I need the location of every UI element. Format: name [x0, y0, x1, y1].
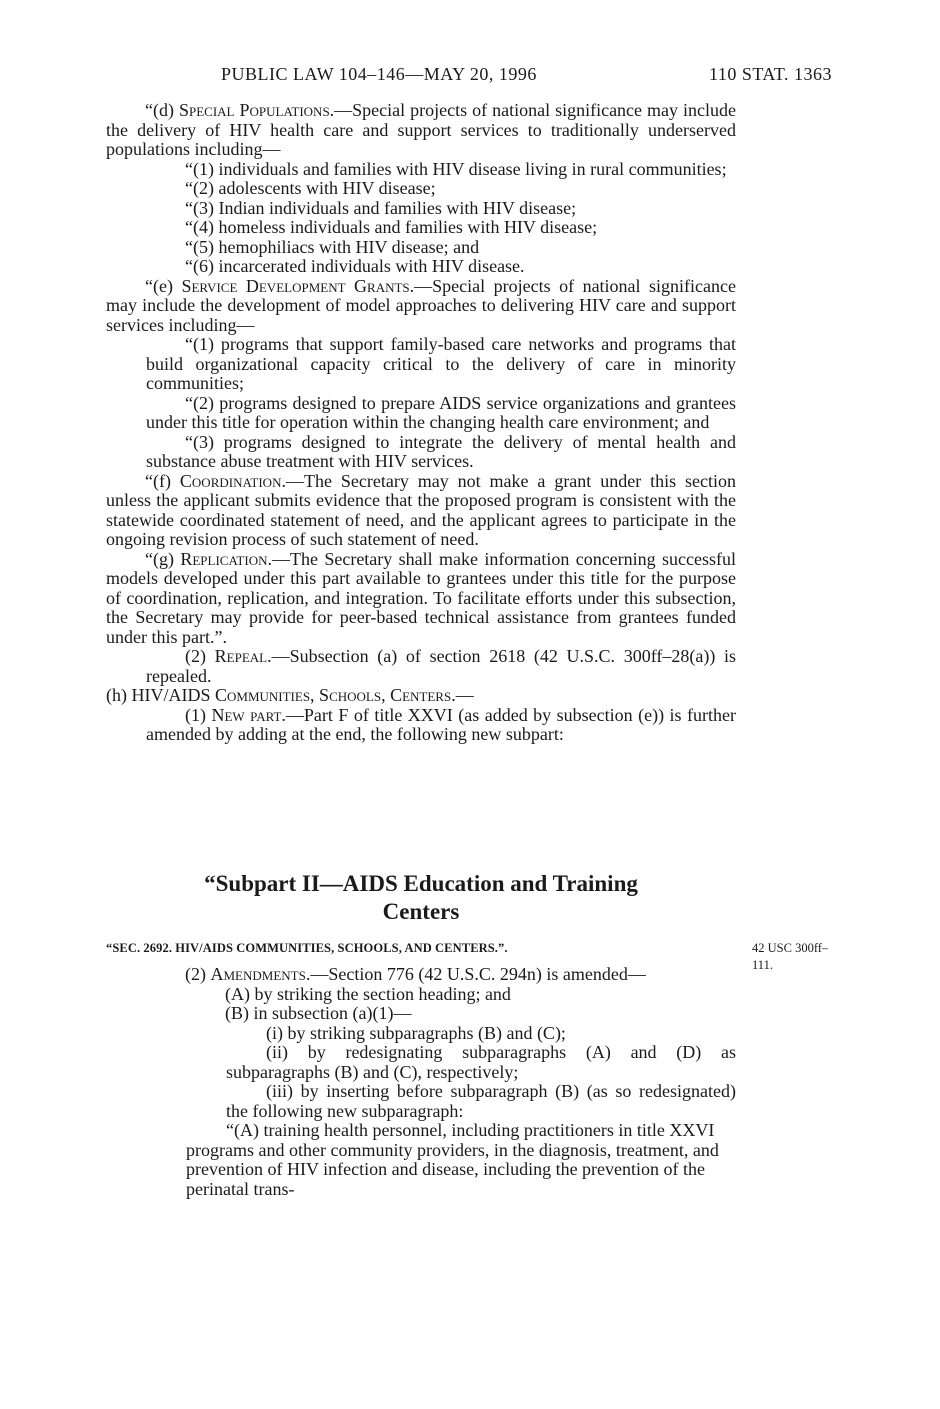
subpart-heading-line1: “Subpart II—AIDS Education and Training: [204, 871, 638, 896]
subpart-heading-line2: Centers: [382, 899, 460, 924]
list-item-a: (A) by striking the section heading; and: [225, 983, 511, 1004]
paragraph-f-lead: “(f): [145, 470, 171, 491]
list-item-b: (B) in subsection (a)(1)—: [225, 1003, 412, 1023]
running-header-right: 110 STAT. 1363: [709, 64, 833, 84]
list-item-d5: “(5) hemophiliacs with HIV disease; and: [185, 236, 480, 257]
margin-citation-line1: 42 USC 300ff–: [752, 941, 829, 955]
paragraph-f-text: .—The Secretary may not make a grant under this section unless the applicant submits evidence that the proposed program is consistent with the statewide coordinated statement of need, and the applicant agrees to participate in the ongoing revision process of such statement of need.: [106, 470, 737, 549]
list-item-e3: “(3) programs designed to integrate the delivery of mental health and substance abuse treatment with HIV services.: [146, 431, 736, 471]
paragraph-new-part-title: New part: [211, 704, 282, 725]
margin-citation: [752, 940, 862, 974]
list-item-e2: “(2) programs designed to prepare AIDS service organizations and grantees under this title for operation within the changing health care environment; and: [146, 392, 736, 432]
amendments-text-block: [106, 965, 736, 1199]
paragraph-amendments-title: Amendments: [210, 964, 306, 984]
paragraph-new-part-text: .—Part F of title XXVI (as added by subsection (e)) is further amended by adding at the end, the following new subpart:: [146, 704, 736, 744]
paragraph-new-part-lead: (1): [185, 704, 206, 725]
paragraph-h-title: HIV/AIDS Communities, Schools, Centers: [131, 685, 452, 705]
subpart-heading: [106, 870, 736, 926]
paragraph-g-lead: “(g): [145, 548, 174, 569]
paragraph-g-title: Replication: [180, 548, 268, 569]
list-item-i: (i) by striking subparagraphs (B) and (C);: [266, 1022, 566, 1043]
paragraph-repeal-lead: (2): [185, 646, 206, 666]
margin-citation-line2: 111.: [752, 958, 773, 972]
list-item-iii: (iii) by inserting before subparagraph (B) (as so redesignated) the following new subparagraph:: [226, 1081, 736, 1121]
paragraph-g: [106, 550, 736, 648]
paragraph-amendments-lead: (2): [185, 964, 206, 984]
list-item-d2: “(2) adolescents with HIV disease;: [185, 178, 436, 198]
paragraph-d-title: Special Populations: [178, 100, 330, 120]
paragraph-repeal: [146, 647, 736, 686]
paragraph-h: [106, 686, 736, 706]
paragraph-e-title: Service Development Grants: [181, 275, 410, 296]
paragraph-repeal-text: .—Subsection (a) of section 2618 (42 U.S.C. 300ff–28(a)) is repealed.: [146, 646, 737, 686]
paragraph-h-lead: (h): [106, 685, 127, 705]
paragraph-h-text: .—: [451, 685, 474, 705]
paragraph-f: [106, 472, 736, 550]
paragraph-e-text: .—Special projects of national significance may include the development of model approaches to delivering HIV care and support services including—: [106, 275, 736, 335]
list-item-d6: “(6) incarcerated individuals with HIV disease.: [185, 256, 525, 276]
paragraph-amendments-text: .—Section 776 (42 U.S.C. 294n) is amended—: [305, 964, 646, 984]
list-item-ii: (ii) by redesignating subparagraphs (A) and (D) as subparagraphs (B) and (C), respectively;: [226, 1042, 736, 1082]
list-item-d4: “(4) homeless individuals and families with HIV disease;: [185, 217, 598, 237]
list-item-d3: “(3) Indian individuals and families with HIV disease;: [185, 197, 577, 218]
paragraph-d-text: .—Special projects of national significance may include the delivery of HIV health care and support services to traditionally underserved populations including—: [106, 100, 736, 159]
running-header-left: PUBLIC LAW 104–146—MAY 20, 1996: [221, 64, 537, 84]
list-item-e1: “(1) programs that support family-based care networks and programs that build organizational capacity critical to the delivery of care in minority communities;: [146, 334, 736, 393]
paragraph-repeal-title: Repeal: [214, 646, 268, 666]
paragraph-new-part: [146, 706, 736, 745]
section-heading: “SEC. 2692. HIV/AIDS COMMUNITIES, SCHOOLS, AND CENTERS.”.: [106, 941, 508, 955]
paragraph-g-text: .—The Secretary shall make information concerning successful models developed under this part available to grantees under this title for the purpose of coordination, replication, and integration. To facilitate efforts under this subsection, the Secretary may provide for peer-based technical assistance from grantees funded under this part.”.: [106, 548, 737, 647]
paragraph-e: [106, 277, 736, 336]
paragraph-d: [106, 101, 736, 160]
paragraph-d-lead: “(d): [145, 100, 174, 120]
list-item-d1: “(1) individuals and families with HIV disease living in rural communities;: [185, 158, 727, 179]
paragraph-e-lead: “(e): [145, 275, 173, 296]
main-text-block: [106, 101, 736, 745]
paragraph-amendments: [146, 965, 736, 985]
quoted-subparagraph: “(A) training health personnel, including practitioners in title XXVI programs and other community providers, in the diagnosis, treatment, and prevention of HIV infection and disease, including the prevention of the perinatal trans-: [186, 1120, 719, 1199]
paragraph-f-title: Coordination: [179, 470, 282, 491]
